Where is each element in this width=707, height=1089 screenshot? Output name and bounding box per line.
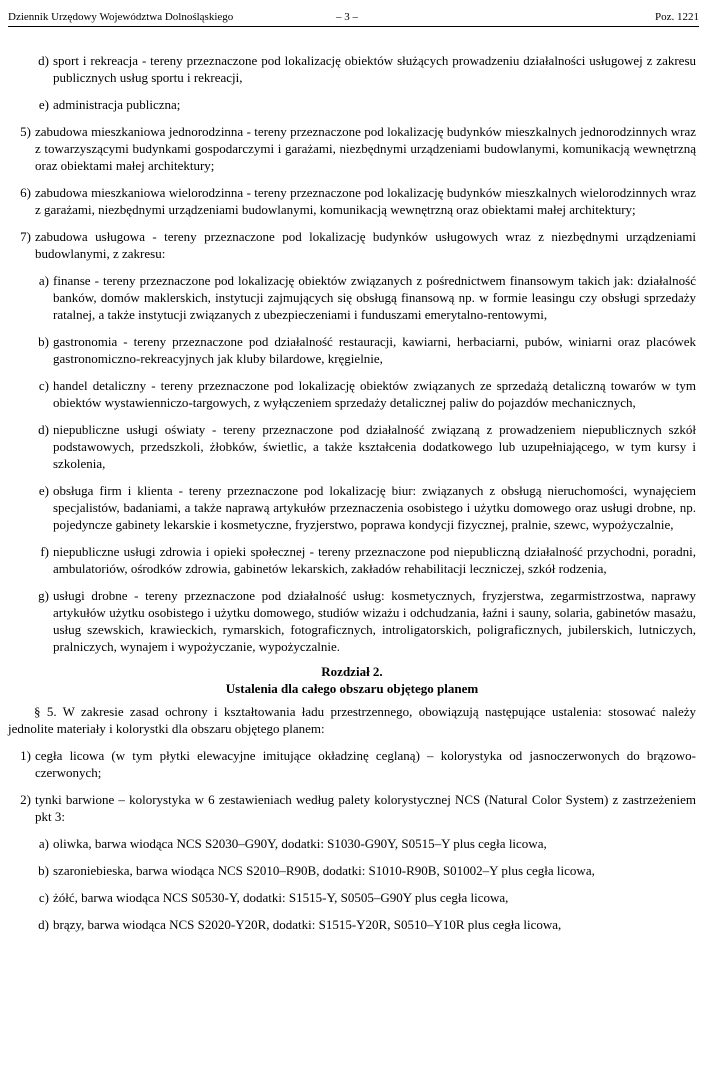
list-item-text: zabudowa mieszkaniowa wielorodzinna - tereny przeznaczone pod lokalizację budynków mieszkalnych wielorodzinnych wraz z garażami, niezbędnymi urządzeniami budowlanymi, komunikacją wewnętrzną oraz obiektami małej architektury; [35, 185, 696, 217]
list-item [8, 482, 696, 533]
list-item-marker: b) [38, 334, 49, 349]
list-item-text: niepubliczne usługi oświaty - tereny przeznaczone pod działalność związaną z prowadzeniem niepublicznych szkół podstawowych, przedszkoli, żłobków, świetlic, a także kształcenia dodatkowego lub uzupełniającego, w tym kursy i szkolenia, [53, 422, 696, 471]
list-item-text: usługi drobne - tereny przeznaczone pod działalność usług: kosmetycznych, fryzjerstwa, zegarmistrzostwa, naprawy artykułów użytku osobistego i użytku domowego, studiów wizażu i odchudzania, łaźni i sauny, solaria, gabinetów masażu, usług szewskich, krawieckich, rymarskich, fotograficznych, introligatorskich, poligraficznych, jubilerskich, lutniczych, pralniczych, wynajem i wypożyczanie, wypożyczalnie. [53, 588, 696, 654]
chapter-subtitle: Ustalenia dla całego obszaru objętego planem [225, 681, 479, 696]
paragraph-5 [8, 703, 696, 737]
list-item [8, 747, 696, 781]
chapter-heading [8, 663, 696, 697]
list-item-marker: 5) [20, 124, 31, 139]
list-item-marker: a) [38, 273, 49, 288]
list-item-text: sport i rekreacja - tereny przeznaczone pod lokalizację obiektów służących prowadzeniu działalności usługowej z zakresu publicznych usług sportu i rekreacji, [53, 53, 696, 85]
list-item-marker: b) [38, 863, 49, 878]
page-header [8, 10, 699, 27]
paragraph-5-text: W zakresie zasad ochrony i kształtowania ładu przestrzennego, obowiązują następujące ustalenia: stosować należy jednolite materiały i kolorystki dla obszaru objętego planem: [8, 704, 696, 736]
list-item [8, 889, 696, 906]
list-item-marker: d) [38, 53, 49, 68]
list-item-marker: f) [40, 544, 49, 559]
list-item-text: zabudowa usługowa - tereny przeznaczone pod lokalizację budynków usługowych wraz z niezbędnymi urządzeniami budowlanymi, z zakresu: [35, 229, 696, 261]
list-item-marker: c) [38, 378, 49, 393]
list-item [8, 916, 696, 933]
list-item [8, 52, 696, 86]
list-item-marker: 6) [20, 185, 31, 200]
list-item-marker: 7) [20, 229, 31, 244]
definitions-list [8, 52, 696, 655]
position-number: Poz. 1221 [655, 11, 699, 23]
list-item [8, 862, 696, 879]
list-item [8, 587, 696, 655]
list-item-marker: e) [38, 483, 49, 498]
list-item-marker: e) [38, 97, 49, 112]
list-item [8, 543, 696, 577]
list-item-text: handel detaliczny - tereny przeznaczone pod lokalizację obiektów związanych ze sprzedażą detaliczną towarów w tym obiektów wystawienniczo-targowych, z wyłączeniem sprzedaży detalicznej paliw do pojazdów mechanicznych, [53, 378, 696, 410]
list-item-text: oliwka, barwa wiodąca NCS S2030–G90Y, dodatki: S1030-G90Y, S0515–Y plus cegła licowa, [53, 836, 547, 851]
list-item-text: zabudowa mieszkaniowa jednorodzinna - tereny przeznaczone pod lokalizację budynków mieszkalnych jednorodzinnych wraz z towarzyszącymi budynkami gospodarczymi i garażami, niezbędnymi urządzeniami budowlanymi, komunikacją wewnętrzną oraz obiektami małej architektury; [35, 124, 696, 173]
list-item-text: brązy, barwa wiodąca NCS S2020-Y20R, dodatki: S1515-Y20R, S0510–Y10R plus cegła licowa, [53, 917, 562, 932]
document-body [8, 52, 696, 943]
list-item [8, 184, 696, 218]
paragraph-5-lead: § 5. [34, 704, 57, 719]
list-item-marker: d) [38, 422, 49, 437]
list-item-marker: a) [38, 836, 49, 851]
list-item-marker: c) [38, 890, 49, 905]
list-item-text: finanse - tereny przeznaczone pod lokalizację obiektów związanych z pośrednictwem finansowym takich jak: działalność banków, domów maklerskich, instytucji zajmujących się obsługą finansową np. w formie leasingu czy obsługi sprzedaży ratalnej, a także instytucji związanych z ubezpieczeniami i funduszami emerytalno-rentowymi, [53, 273, 696, 322]
list-item [8, 835, 696, 852]
list-item-marker: d) [38, 917, 49, 932]
list-item-text: szaroniebieska, barwa wiodąca NCS S2010–R90B, dodatki: S1010-R90B, S01002–Y plus cegła licowa, [53, 863, 595, 878]
list-item [8, 333, 696, 367]
list-item [8, 421, 696, 472]
list-item-marker: 1) [20, 748, 31, 763]
list-item-text: tynki barwione – kolorystyka w 6 zestawieniach według palety kolorystycznej NCS (Natural Color System) z zastrzeżeniem pkt 3: [35, 792, 696, 824]
materials-list [8, 747, 696, 933]
list-item [8, 123, 696, 174]
list-item-marker: g) [38, 588, 49, 603]
list-item-text: gastronomia - tereny przeznaczone pod działalność restauracji, kawiarni, herbaciarni, pubów, winiarni oraz placówek gastronomiczno-rekreacyjnych jak kluby bilardowe, kręgielnie, [53, 334, 696, 366]
chapter-title: Rozdział 2. [321, 664, 383, 679]
list-item-text: żółć, barwa wiodąca NCS S0530-Y, dodatki: S1515-Y, S0505–G90Y plus cegła licowa, [53, 890, 509, 905]
list-item-text: cegła licowa (w tym płytki elewacyjne imitujące okładzinę ceglaną) – kolorystyka od jasnoczerwonych do brązowo-czerwonych; [35, 748, 696, 780]
list-item [8, 377, 696, 411]
list-item-marker: 2) [20, 792, 31, 807]
list-item-text: obsługa firm i klienta - tereny przeznaczone pod lokalizację biur: związanych z obsługą nieruchomości, wynajęciem specjalistów, badaniami, a także naprawą artykułów przeznaczenia osobistego i użytku domowego oraz usługi drobne, np. pojedyncze gabinety lekarskie i kosmetyczne, fryzjerstwo, poprawa kondycji fizycznej, pralnie, szewc, wypożyczalnie, [53, 483, 696, 532]
list-item-text: administracja publiczna; [53, 97, 181, 112]
list-item [8, 96, 696, 113]
list-item-text: niepubliczne usługi zdrowia i opieki społecznej - tereny przeznaczone pod niepubliczną działalność przychodni, poradni, ambulatoriów, ośrodków zdrowia, gabinetów lekarskich, zakładów rehabilitacji leczniczej, szkół rodzenia, [53, 544, 696, 576]
page-number: – 3 – [336, 11, 358, 23]
list-item [8, 228, 696, 262]
list-item [8, 272, 696, 323]
journal-title: Dziennik Urzędowy Województwa Dolnośląskiego [8, 11, 234, 23]
list-item [8, 791, 696, 825]
